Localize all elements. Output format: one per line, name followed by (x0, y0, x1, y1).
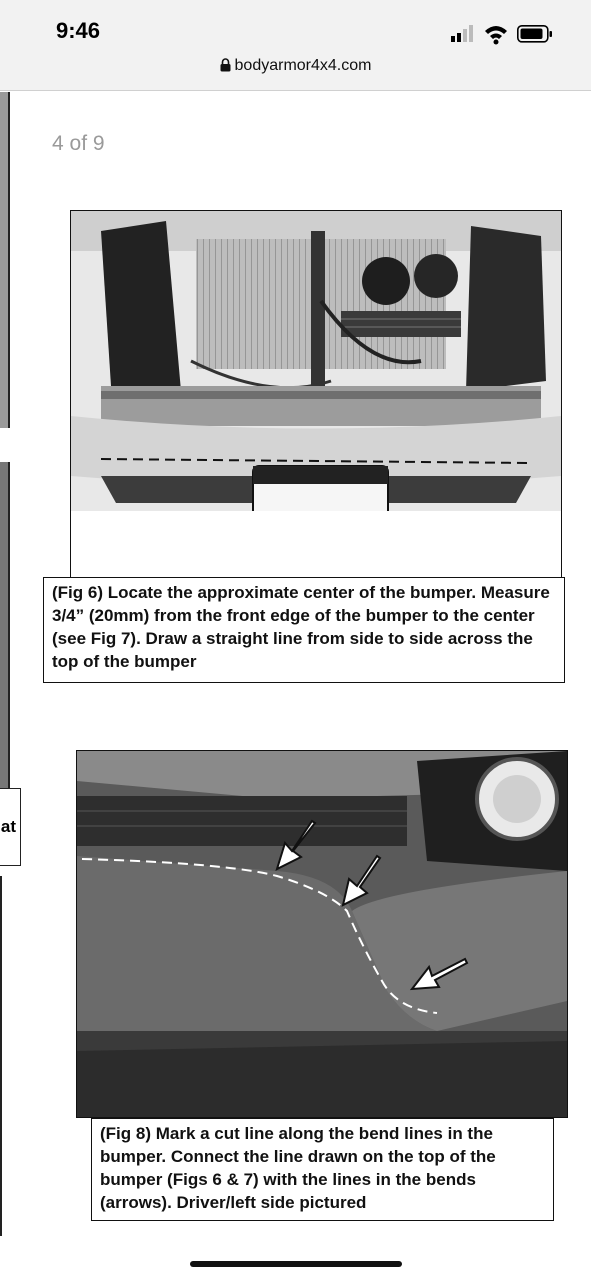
page-counter: 4 of 9 (52, 132, 105, 155)
home-indicator[interactable] (190, 1261, 402, 1267)
status-bar (0, 0, 591, 91)
figure-8-photo (76, 750, 568, 1118)
url-bar[interactable] (0, 57, 591, 75)
lock-icon (220, 58, 231, 72)
previous-page-fragment-caption: at (0, 788, 21, 866)
battery-icon (518, 26, 552, 42)
figure-8-caption: (Fig 8) Mark a cut line along the bend lines in the bumper. Connect the line drawn on the top of the bumper (Figs 6 & 7) with the lines in the bends (arrows). Driver/left side pictured (91, 1118, 554, 1221)
signal-icon (451, 25, 473, 42)
wifi-icon (485, 26, 507, 45)
previous-page-fragment-border (0, 876, 2, 1236)
previous-page-fragment-image-2 (0, 462, 10, 788)
previous-page-fragment-image (0, 92, 10, 428)
figure-6-caption: (Fig 6) Locate the approximate center of the bumper. Measure 3/4” (20mm) from the front edge of the bumper to the center (see Fig 7). Draw a straight line from side to side across the top of the bumper (43, 577, 565, 683)
figure-6-photo (70, 210, 562, 578)
status-icons (451, 22, 561, 46)
url-text: bodyarmor4x4.com (234, 57, 372, 74)
status-time: 9:46 (56, 18, 101, 43)
